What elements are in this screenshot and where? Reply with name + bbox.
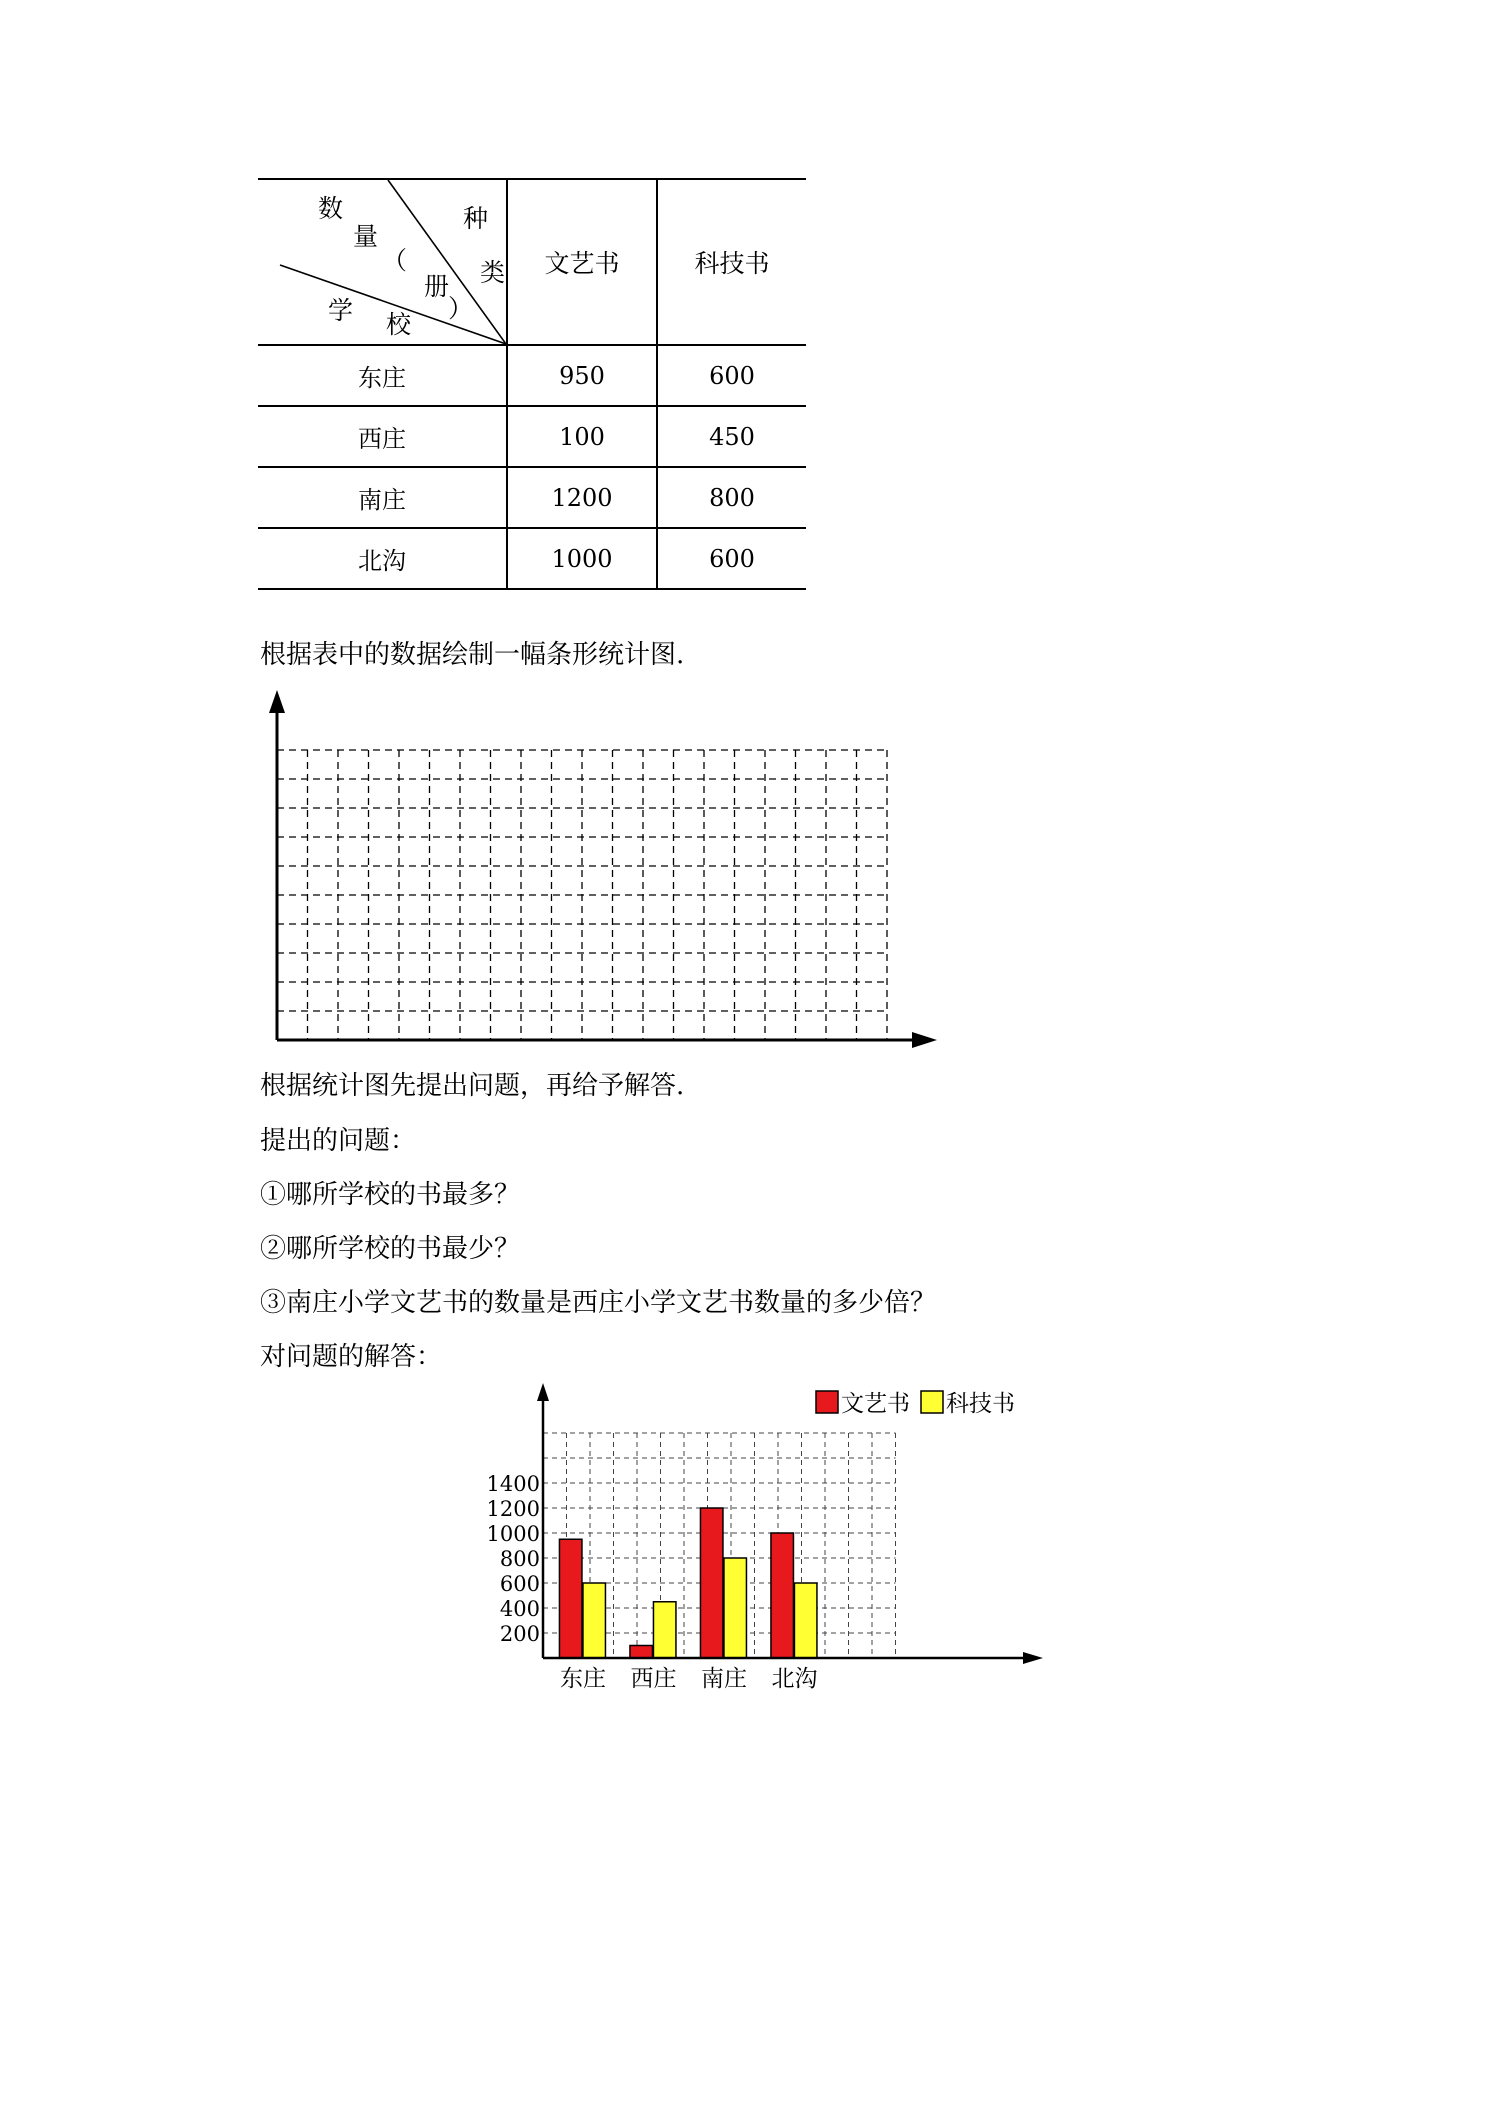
- y-axis-arrow: [269, 690, 285, 713]
- answers-label: 对问题的解答：: [260, 1342, 443, 1372]
- x-tick-label: 东庄: [559, 1666, 606, 1692]
- bar-science: [653, 1602, 676, 1658]
- x-tick-label: 南庄: [700, 1666, 747, 1692]
- row-school-name: 西庄: [358, 425, 406, 453]
- cell-literature: 950: [507, 345, 657, 406]
- cell-literature: 100: [507, 406, 657, 467]
- bar-literature: [771, 1533, 794, 1658]
- y-tick-label: 1000: [486, 1522, 540, 1546]
- corner-quantity-char-5: ）: [448, 294, 474, 323]
- corner-school-char-2: 校: [386, 310, 412, 339]
- bar-science: [724, 1558, 747, 1658]
- legend-swatch: [816, 1391, 838, 1413]
- cell-literature: 1000: [507, 528, 657, 589]
- x-axis-arrow: [912, 1032, 937, 1048]
- data-table: [258, 178, 806, 590]
- corner-quantity-char-2: 量: [353, 222, 379, 251]
- instruction-draw: 根据表中的数据绘制一幅条形统计图.: [260, 640, 685, 670]
- bar-literature: [630, 1646, 653, 1659]
- legend-label: 文艺书: [841, 1391, 910, 1417]
- corner-kind-char-1: 种: [463, 204, 489, 233]
- y-tick-label: 400: [499, 1597, 540, 1621]
- y-tick-label: 200: [499, 1622, 540, 1646]
- table-row: [258, 467, 806, 528]
- y-tick-label: 1200: [486, 1497, 540, 1521]
- bar-science: [583, 1583, 606, 1658]
- corner-quantity-char-4: 册: [424, 272, 450, 301]
- empty-grid-chart: [262, 685, 942, 1055]
- row-school-name: 东庄: [358, 364, 406, 392]
- y-tick-label: 600: [499, 1572, 540, 1596]
- bar-science: [794, 1583, 817, 1658]
- corner-quantity-char-1: 数: [318, 194, 344, 223]
- y-tick-label: 800: [499, 1547, 540, 1571]
- cell-literature: 1200: [507, 467, 657, 528]
- x-tick-label: 北沟: [771, 1666, 818, 1692]
- x-tick-label: 西庄: [630, 1666, 677, 1692]
- bar-chart: [478, 1383, 1058, 1698]
- question-3: ③南庄小学文艺书的数量是西庄小学文艺书数量的多少倍？: [260, 1288, 937, 1318]
- table-row: [258, 528, 806, 589]
- bar-literature: [700, 1508, 723, 1658]
- question-2: ②哪所学校的书最少？: [260, 1234, 521, 1264]
- table-row: [258, 406, 806, 467]
- table-header-row: [258, 179, 806, 345]
- corner-school-char-1: 学: [328, 296, 354, 325]
- instruction-ask: 根据统计图先提出问题，再给予解答.: [260, 1071, 685, 1101]
- corner-kind-char-2: 类: [480, 258, 506, 287]
- y-tick-label: 1400: [486, 1472, 540, 1496]
- row-school-name: 南庄: [358, 486, 406, 514]
- column-header-science: 科技书: [657, 179, 806, 345]
- questions-label: 提出的问题：: [260, 1126, 417, 1156]
- legend-swatch: [921, 1391, 943, 1413]
- row-school-name: 北沟: [358, 547, 406, 575]
- cell-science: 800: [657, 467, 806, 528]
- question-1: ①哪所学校的书最多？: [260, 1180, 521, 1210]
- x-axis-arrow: [1023, 1652, 1043, 1664]
- cell-science: 600: [657, 528, 806, 589]
- y-axis-arrow: [537, 1383, 549, 1401]
- table-row: [258, 345, 806, 406]
- legend-label: 科技书: [946, 1391, 1015, 1417]
- corner-quantity-char-3: （: [382, 246, 408, 275]
- bar-literature: [559, 1539, 582, 1658]
- column-header-literature: 文艺书: [507, 179, 657, 345]
- cell-science: 600: [657, 345, 806, 406]
- diagonal-header-cell: [258, 179, 507, 345]
- cell-science: 450: [657, 406, 806, 467]
